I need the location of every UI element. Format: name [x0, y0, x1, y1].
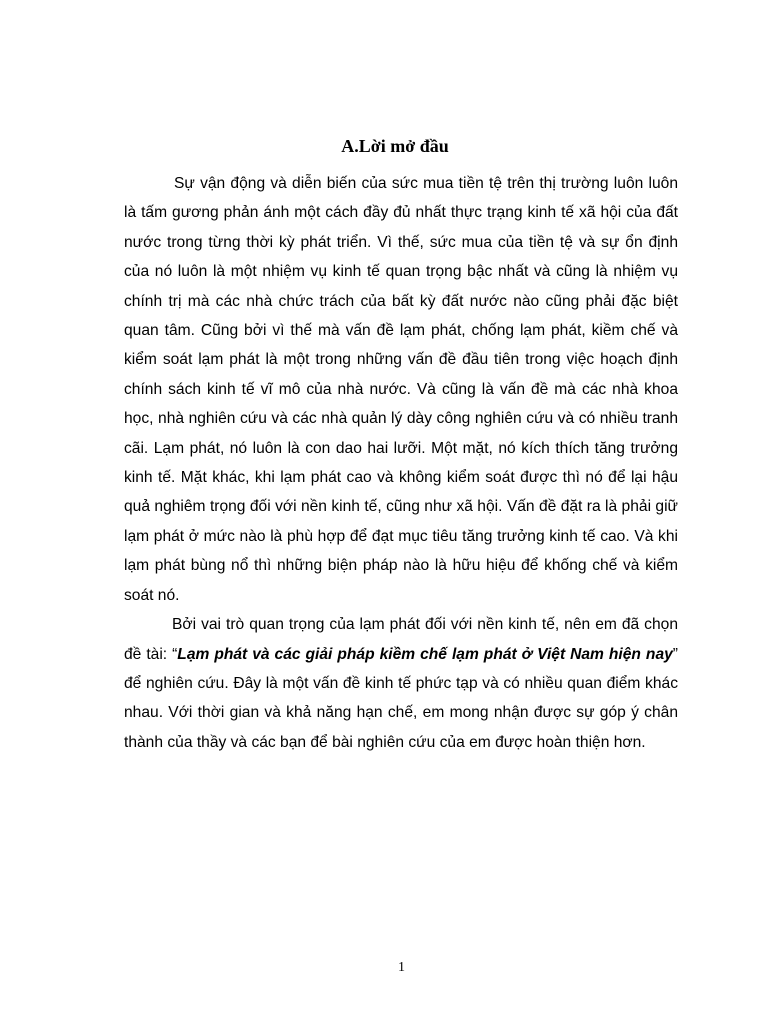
paragraph-introduction: Sự vận động và diễn biến của sức mua tiền tệ trên thị trường luôn luôn là tấm gương phản ánh một cách đầy đủ nhất thực trạng kinh tế xã hội của đất nước trong từng thời kỳ phát triển. Vì thế, sức mua của tiền tệ và sự ổn định của nó luôn là một nhiệm vụ kinh tế quan trọng bậc nhất và cũng là nhiệm vụ chính trị mà các nhà chức trách của bất kỳ đất nước nào cũng phải đặc biệt quan tâm. Cũng bởi vì thế mà vấn đề lạm phát, chống lạm phát, kiềm chế và kiểm soát lạm phát là một trong những vấn đề đầu tiên trong việc hoạch định chính sách kinh tế vĩ mô của nhà nước. Và cũng là vấn đề mà các nhà khoa học, nhà nghiên cứu và các nhà quản lý dày công nghiên cứu và có nhiều tranh cãi. Lạm phát, nó luôn là con dao hai lưỡi. Một mặt, nó kích thích tăng trưởng kinh tế. Mặt khác, khi lạm phát cao và không kiểm soát được thì nó để lại hậu quả nghiêm trọng đối với nền kinh tế, cũng như xã hội. Vấn đề đặt ra là phải giữ lạm phát ở mức nào là phù hợp để đạt mục tiêu tăng trưởng kinh tế cao. Và khi lạm phát bùng nổ thì những biện pháp nào là hữu hiệu để khống chế và kiểm soát nó. — [124, 175, 678, 604]
paragraph-topic-lead: Bởi vai trò quan trọng của lạm phát đối với nền kinh tế, nên em đã chọn đề tài: “ — [124, 616, 678, 663]
document-title: A.Lời mở đầu — [341, 136, 449, 156]
paragraph-topic — [124, 610, 678, 757]
document-body — [124, 169, 678, 757]
page-number: 1 — [398, 960, 405, 975]
paragraph-topic-tail: ” để nghiên cứu. Đây là một vấn đề kinh tế phức tạp và có nhiều quan điểm khác nhau. Với thời gian và khả năng hạn chế, em mong nhận được sự góp ý chân thành của thầy và các bạn để bài nghiên cứu của em được hoàn thiện hơn. — [124, 645, 678, 751]
topic-title: Lạm phát và các giải pháp kiềm chế lạm phát ở Việt Nam hiện nay — [177, 645, 673, 663]
